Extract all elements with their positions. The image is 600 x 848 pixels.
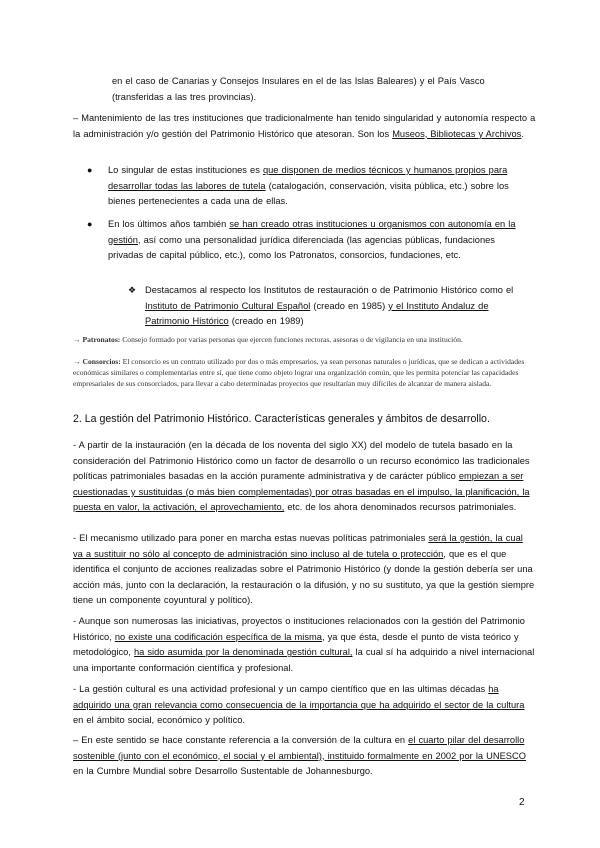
paragraph-4 [73, 682, 535, 729]
bullet-2-pre: En los últimos años también [108, 219, 230, 229]
paragraph-3-underlined: no existe una codificación específica de la misma [114, 631, 322, 642]
note-patronatos [73, 335, 533, 346]
mantenimiento-text: – Mantenimiento de las tres instituciones que tradicionalmente han tenido singularidad y autonomía respecto a la administración y/o gestión del Patrimonio Histórico que atesoran. Son los [73, 113, 536, 139]
mantenimiento-end: . [521, 128, 524, 139]
paragraph-1-underlined: empiezan a ser cuestionadas y sustituidas (o más bien complementadas) por otras basadas en el impulso, la planificación, la puesta en valor, la activación, el aprovechamiento, [73, 471, 530, 513]
bullet-1-pre: Lo singular de estas instituciones es [108, 165, 263, 175]
paragraph-5-pre: – En este sentido se hace constante referencia a la conversión de la cultura en [73, 735, 409, 745]
diamond-bullet-icon: ❖ [128, 285, 137, 295]
page-number: 2 [519, 797, 525, 808]
paragraph-1 [73, 438, 535, 516]
iaph-link: y el Instituto Andaluz de Patrimonio Histórico [145, 300, 489, 327]
paragraph-1-pre: - A partir de la instauración (en la década de los noventa del siglo XX) del modelo de tutela basado en la consideración del Patrimonio Histórico como un factor de desarrollo o un recurso económico las tradicionales políticas patrimoniales basadas en la acción puramente administrativa y de carácter público [73, 440, 530, 482]
bullet-2 [108, 217, 528, 264]
note-consorcios-label: → Consorcios: [73, 357, 121, 366]
bullet-icon: ● [87, 219, 93, 229]
bullet-icon: ● [87, 165, 93, 175]
section-heading: 2. La gestión del Patrimonio Histórico. Características generales y ámbitos de desarrollo. [73, 413, 490, 425]
ipce-link: Instituto de Patrimonio Cultural Español [145, 300, 311, 311]
bullet-1 [108, 163, 528, 210]
paragraph-5-post: en la Cumbre Mundial sobre Desarrollo Sustentable de Johannesburgo. [73, 766, 373, 777]
bullet-2-post: , así como una personalidad jurídica diferenciada (las agencias públicas, fundaciones privadas de capital público, etc.), como los Patronatos, consorcios, fundaciones, etc. [108, 234, 495, 261]
sub-bullet-post: (creado en 1989) [228, 316, 304, 327]
bullet-1-underlined: que disponen de medios técnicos y humanos propios para desarrollar todas las labores de tutela [108, 165, 508, 191]
paragraph-2-post: , que es el que identifica el conjunto de acciones realizadas sobre el Patrimonio Histórico (y donde la gestión debería ser una acción más, junto con la declaración, la restauración o la difusión, y no su sustituto, ya que la gestión siempre tiene un componente coyuntural y político). [73, 548, 535, 606]
paragraph-2 [73, 531, 535, 609]
paragraph-5-underlined: el cuarto pilar del desarrollo sostenible (junto con el económico, el social y el ambiental), instituido formalmente en 2002 por la UNESCO [73, 735, 526, 761]
bullet-1-post: (catalogación, conservación, visita pública, etc.) sobre los bienes pertenecientes a cada una de ellas. [108, 180, 509, 207]
paragraph-3-underlined-2: ha sido asumida por la denominada gestión cultural, [133, 647, 353, 658]
museos-link: Museos, Bibliotecas y Archivos [392, 128, 522, 139]
note-patronatos-label: → Patronatos: [73, 335, 121, 344]
paragraph-5 [73, 733, 535, 780]
intro-text [112, 74, 532, 105]
intro-line-2: (transferidas a las tres provincias). [112, 91, 257, 102]
paragraph-3-mid: , ya que ésta, desde el punto de vista teórico y metodológico, [73, 631, 519, 658]
paragraph-2-underlined: será la gestión, la cual va a sustituir no sólo al concepto de administración sino incluso al de tutela o protección [73, 533, 523, 559]
paragraph-2-pre: - El mecanismo utilizado para poner en marcha estas nuevas políticas patrimoniales [73, 533, 429, 543]
paragraph-4-post: en el ámbito social, económico y político. [73, 715, 245, 726]
sub-bullet-mid: (creado en 1985) [310, 300, 389, 311]
paragraph-4-underlined: ha adquirido una gran relevancia como consecuencia de la importancia que ha adquirido el sector de la cultura [73, 684, 525, 710]
note-consorcios [73, 357, 533, 389]
sub-bullet [145, 283, 530, 330]
paragraph-3 [73, 614, 535, 676]
paragraph-4-pre: - La gestión cultural es una actividad profesional y un campo científico que en las ultimas décadas [73, 684, 489, 694]
sub-bullet-pre: Destacamos al respecto los Institutos de restauración o de Patrimonio Histórico como el [145, 285, 514, 295]
paragraph-1-post: etc. de los ahora denominados recursos patrimoniales. [284, 502, 517, 513]
note-patronatos-text: Consejo formado por varias personas que ejercen funciones rectoras, asesoras o de vigilancia en una institución. [120, 335, 463, 344]
note-consorcios-text: El consorcio es un contrato utilizado por dos o más empresarios, ya sean personas naturales o jurídicas, que se dedican a actividades económicas similares o complementarias entre sí, que tiene como objeto lograr una organización común, que les permita potenciar las capacidades empresariales de sus consorciados, para llevar a cabo determinadas proyectos que resultarían muy difíciles de alcanzar de manera aislada. [73, 357, 525, 388]
paragraph-3-pre: - Aunque son numerosas las iniciativas, proyectos o instituciones relacionados con la gestión del Patrimonio Histórico, [73, 616, 525, 642]
intro-line-1: en el caso de Canarias y Consejos Insulares en el de las Islas Baleares) y el País Vasco [112, 76, 485, 86]
paragraph-3-post: la cual sí ha adquirido a nivel internacional una importante conformación científica y profesional. [73, 647, 535, 673]
mantenimiento-paragraph [73, 111, 543, 142]
bullet-2-underlined: se han creado otras instituciones u organismos con autonomía en la gestión [108, 219, 516, 245]
